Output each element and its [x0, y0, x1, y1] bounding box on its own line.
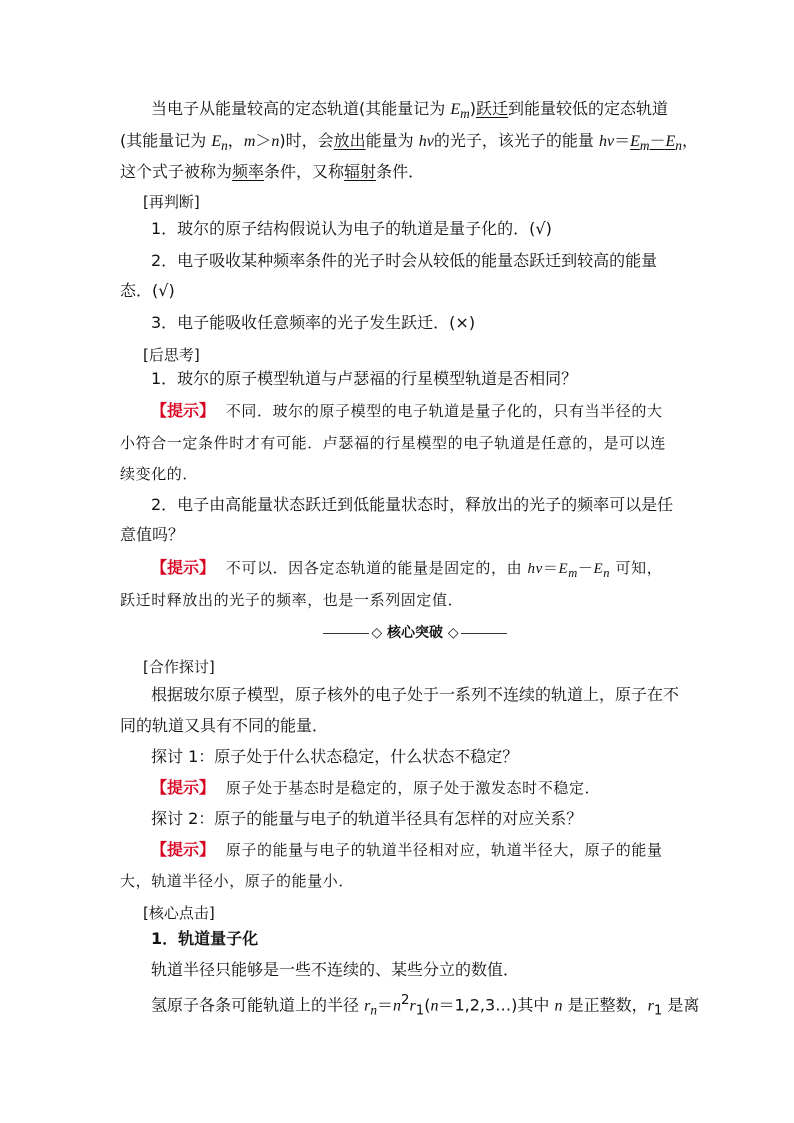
- rethink-answer-2-line-1: [151, 557, 711, 584]
- rethink-question-2-line-2: 意值吗？: [120, 525, 185, 544]
- text: ＝: [614, 131, 631, 150]
- divider-rule-right: [461, 633, 507, 634]
- subscript: m: [568, 566, 578, 580]
- rethink-answer-2-line-2: 跃迁时释放出的光子的频率，也是一系列固定值．: [120, 591, 464, 609]
- math-e: E: [630, 133, 640, 150]
- text: (: [424, 995, 431, 1015]
- cooperate-para-line-1: 根据玻尔原子模型，原子核外的电子处于一系列不连续的轨道上，原子在不: [151, 685, 680, 704]
- text: 不可以．因各定态轨道的能量是固定的，由: [225, 559, 528, 577]
- rethink-answer-1-line-2: 小符合一定条件时才有可能．卢瑟福的行星模型的电子轨道是任意的，是可以连: [120, 434, 667, 452]
- intro-line-1: [151, 98, 711, 125]
- symbol-en: [211, 133, 228, 154]
- text: 的光子，该光子的能量: [433, 131, 599, 150]
- hint-label: 【提示】: [151, 558, 216, 577]
- hint-text: [215, 779, 600, 797]
- section-tag-rethink: [后思考]: [143, 346, 200, 364]
- hint-label: 【提示】: [151, 401, 216, 420]
- math-e: E: [450, 101, 461, 118]
- rejudge-item-1: 1．玻尔的原子结构假说认为电子的轨道是量子化的．(√): [151, 219, 552, 238]
- subscript: m: [460, 106, 470, 122]
- math-r: r: [364, 997, 371, 1015]
- cooperate-question-2: 探讨 2：原子的能量与电子的轨道半径具有怎样的对应关系？: [151, 809, 583, 828]
- hint-text: [215, 559, 663, 580]
- rethink-answer-1-line-3: 续变化的．: [120, 465, 199, 483]
- subscript: m: [639, 138, 650, 154]
- text: －: [577, 559, 594, 577]
- hint-label: 【提示】: [151, 840, 216, 859]
- text: ＝1,2,3…)其中: [438, 995, 555, 1015]
- math-e: E: [665, 133, 676, 150]
- text: 是离: [662, 995, 700, 1015]
- divider-rule-left: [323, 633, 369, 634]
- math-n: n: [554, 997, 563, 1015]
- subscript: n: [370, 1002, 377, 1018]
- text: 氢原子各条可能轨道上的半径: [151, 995, 365, 1015]
- math-e: E: [558, 561, 569, 577]
- underlined-term: 放出: [333, 131, 366, 150]
- text: ，: [227, 131, 244, 150]
- math-hv: hν: [527, 561, 543, 577]
- subscript: n: [675, 138, 682, 154]
- rethink-question-1: 1．玻尔的原子模型轨道与卢瑟福的行星模型轨道是否相同？: [151, 369, 578, 388]
- cooperate-question-1: 探讨 1：原子处于什么状态稳定，什么状态不稳定？: [151, 747, 519, 766]
- core-heading-1: 1．轨道量子化: [151, 929, 259, 948]
- math-n: n: [430, 997, 439, 1015]
- intro-line-2: [120, 130, 698, 157]
- text: )时，会: [279, 131, 334, 150]
- math-hv: hν: [418, 133, 434, 150]
- math-n: n: [271, 133, 280, 150]
- text: 能量为: [365, 131, 419, 150]
- core-para-2: [151, 990, 711, 1023]
- divider-title: ◇ 核心突破 ◇: [371, 625, 459, 641]
- subscript: n: [603, 566, 611, 580]
- hint-label: 【提示】: [151, 778, 216, 797]
- text: 不同．玻尔的原子模型的电子轨道是量子化的，只有当半径的大: [225, 402, 663, 420]
- rethink-question-2-line-1: 2．电子由高能量状态跃迁到低能量状态时，释放出的光子的频率可以是任: [151, 495, 674, 514]
- subscript: 1: [653, 1003, 663, 1019]
- math-m: m: [243, 133, 256, 150]
- cooperate-answer-1: [151, 777, 711, 799]
- text: 这个式子被称为: [120, 162, 233, 181]
- text: ＞: [255, 131, 272, 150]
- cooperate-para-line-2: 同的轨道又具有不同的能量．: [120, 716, 329, 735]
- symbol-em: [450, 101, 470, 122]
- rejudge-item-2-line-2: 态．(√): [120, 281, 175, 300]
- text: 是正整数，: [562, 995, 648, 1015]
- cooperate-answer-2-line-1: [151, 839, 711, 861]
- text: －: [649, 131, 666, 150]
- section-tag-core: [核心点击]: [143, 904, 215, 922]
- rejudge-item-2-line-1: 2．电子吸收某种频率条件的光子时会从较低的能量态跃迁到较高的能量: [151, 251, 658, 270]
- math-e: E: [211, 133, 222, 150]
- text: 原子处于基态时是稳定的，原子处于激发态时不稳定．: [225, 779, 601, 797]
- intro-line-3: [120, 161, 680, 183]
- text: ，: [681, 131, 698, 150]
- math-r: r: [647, 997, 654, 1015]
- text: 原子的能量与电子的轨道半径相对应，轨道半径大，原子的能量: [225, 841, 663, 859]
- subscript: n: [221, 138, 228, 154]
- subscript: 1: [415, 1003, 425, 1019]
- underlined-term: 跃迁: [476, 99, 509, 118]
- text: 条件．: [376, 162, 425, 181]
- hint-text: [215, 841, 663, 859]
- cooperate-answer-2-line-2: 大，轨道半径小，原子的能量小．: [120, 872, 355, 890]
- text: 到能量较低的定态轨道: [508, 99, 669, 118]
- text: ＝: [377, 995, 394, 1015]
- rejudge-item-3: 3．电子能吸收任意频率的光子发生跃迁．(×): [151, 313, 476, 332]
- section-tag-cooperate: [合作探讨]: [143, 658, 215, 676]
- math-r: r: [409, 997, 416, 1015]
- text: 可知，: [610, 559, 663, 577]
- superscript: 2: [401, 993, 410, 1008]
- text: ＝: [542, 559, 559, 577]
- rethink-answer-1-line-1: [151, 400, 711, 422]
- underlined-term: 辐射: [344, 162, 377, 181]
- text: (其能量记为: [120, 131, 212, 150]
- text: ): [469, 99, 477, 118]
- core-para-1: 轨道半径只能够是一些不连续的、某些分立的数值．: [151, 960, 520, 979]
- math-e: E: [593, 561, 604, 577]
- underlined-term: 频率: [232, 162, 265, 181]
- section-divider: [305, 622, 525, 644]
- section-tag-rejudge: [再判断]: [143, 193, 200, 211]
- text: 条件，又称: [264, 162, 345, 181]
- math-hv: hν: [598, 133, 615, 150]
- math-n: n: [393, 997, 402, 1015]
- text: 当电子从能量较高的定态轨道(其能量记为: [151, 99, 451, 118]
- hint-text: [215, 402, 663, 420]
- underlined-formula: [630, 131, 682, 154]
